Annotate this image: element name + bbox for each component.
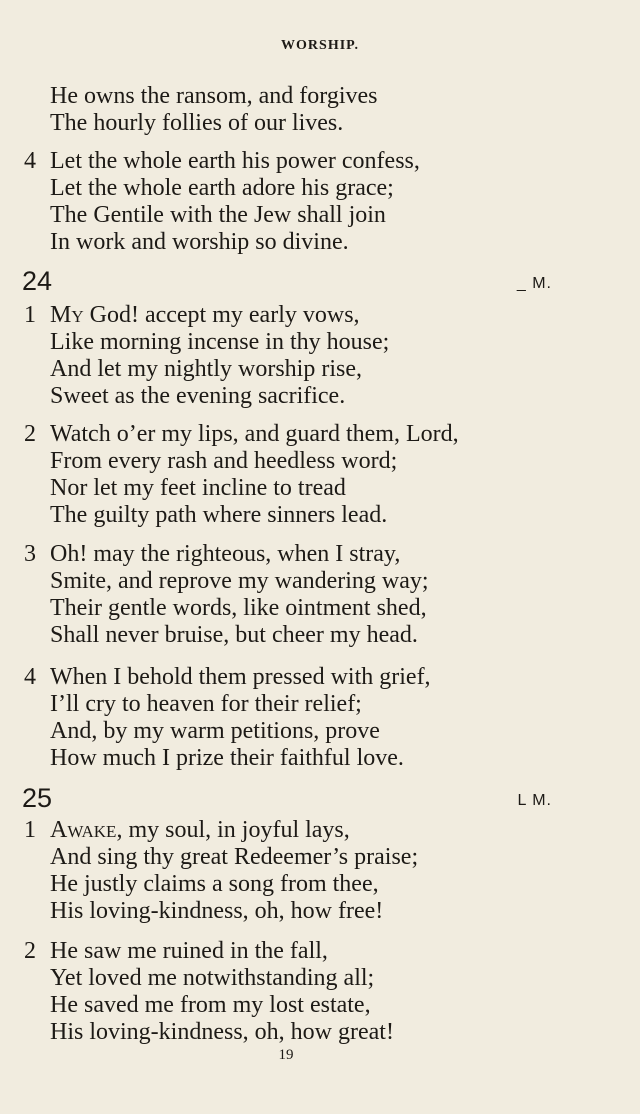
- continuation-stanza: [24, 83, 624, 137]
- verse-line: Smite, and reprove my wandering way;: [50, 568, 429, 594]
- verse-line: His loving-kindness, oh, how free!: [50, 898, 384, 924]
- stanza-number: 4: [24, 664, 36, 690]
- verse-line: God! accept my early vows,: [83, 302, 360, 328]
- verse-line: And sing thy great Redeemer’s praise;: [50, 844, 419, 870]
- stanza: [24, 664, 624, 772]
- stanza-number: 2: [24, 421, 36, 447]
- stanza-number: 3: [24, 541, 36, 567]
- stanza: [24, 302, 624, 410]
- verse-line: He justly claims a song from thee,: [50, 871, 379, 897]
- hymn-heading: [22, 266, 552, 300]
- page-header: WORSHIP.: [281, 38, 359, 53]
- page-number: 19: [278, 1047, 294, 1063]
- verse-line: Watch o’er my lips, and guard them, Lord,: [50, 421, 459, 447]
- stanza-number: 1: [24, 817, 36, 843]
- stanza: [24, 938, 624, 1046]
- hymn-number: 25: [22, 783, 53, 813]
- verse-line: I’ll cry to heaven for their relief;: [50, 691, 362, 717]
- verse-line: And, by my warm petitions, prove: [50, 718, 380, 744]
- verse-line: His loving-kindness, oh, how great!: [50, 1019, 394, 1045]
- verse-line: Oh! may the righteous, when I stray,: [50, 541, 401, 567]
- stanza-number: 4: [24, 148, 36, 174]
- verse-line: Yet loved me notwithstanding all;: [50, 965, 375, 991]
- verse-line: And let my nightly worship rise,: [50, 356, 362, 382]
- verse-first-word: My: [50, 302, 84, 328]
- verse-line: Nor let my feet incline to tread: [50, 475, 346, 501]
- verse-line: Their gentle words, like ointment shed,: [50, 595, 427, 621]
- verse-line: The hourly follies of our lives.: [50, 110, 344, 136]
- verse-line: Like morning incense in thy house;: [50, 329, 390, 355]
- hymn-meter: _ M.: [516, 275, 552, 292]
- verse-line: The Gentile with the Jew shall join: [50, 202, 386, 228]
- verse-line: He owns the ransom, and forgives: [50, 83, 378, 109]
- stanza-number: 2: [24, 938, 36, 964]
- verse-first-word: Awake: [50, 817, 117, 843]
- stanza: [24, 421, 624, 529]
- verse-line: He saved me from my lost estate,: [50, 992, 371, 1018]
- verse-line: Let the whole earth his power confess,: [50, 148, 420, 174]
- verse-line: When I behold them pressed with grief,: [50, 664, 431, 690]
- stanza: [24, 541, 624, 649]
- hymn-heading: [22, 783, 552, 817]
- hymn-number: 24: [22, 266, 53, 296]
- stanza: [24, 817, 624, 925]
- verse-line: The guilty path where sinners lead.: [50, 502, 388, 528]
- stanza: [24, 148, 624, 256]
- hymn-meter: L M.: [517, 792, 552, 809]
- verse-line: , my soul, in joyful lays,: [116, 817, 350, 843]
- verse-line: Sweet as the evening sacrifice.: [50, 383, 346, 409]
- verse-line: In work and worship so divine.: [50, 229, 349, 255]
- verse-line: How much I prize their faithful love.: [50, 745, 404, 771]
- verse-line: From every rash and heedless word;: [50, 448, 398, 474]
- verse-line: He saw me ruined in the fall,: [50, 938, 328, 964]
- verse-line: Shall never bruise, but cheer my head.: [50, 622, 418, 648]
- verse-line: Let the whole earth adore his grace;: [50, 175, 394, 201]
- stanza-number: 1: [24, 302, 36, 328]
